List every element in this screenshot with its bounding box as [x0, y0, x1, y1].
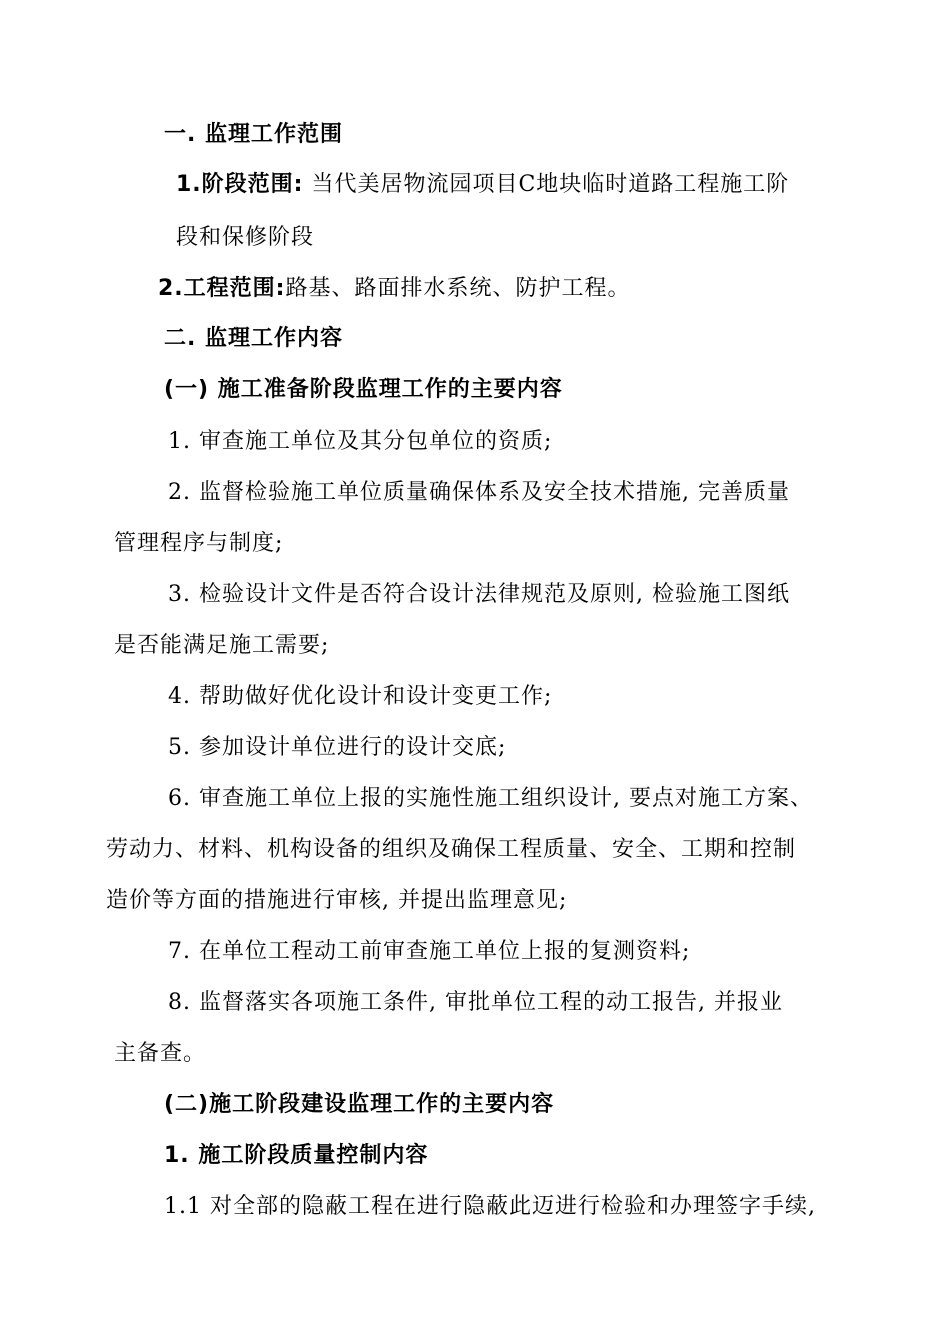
sub-item-1-1: 1.1 对全部的隐蔽工程在进行隐蔽此迈进行检验和办理签字手续, — [164, 1194, 816, 1219]
list-item-2-cont: 管理程序与制度; — [114, 531, 284, 556]
list-item-8: 8. 监督落实各项施工条件, 审批单位工程的动工报告, 并报业 — [168, 990, 783, 1015]
list-item-7: 7. 在单位工程动工前审查施工单位上报的复测资料; — [168, 939, 691, 964]
stage-scope-label: 1.阶段范围: — [176, 172, 304, 197]
paragraph-stage-scope — [176, 170, 789, 200]
project-scope-label: 2.工程范围: — [158, 276, 286, 301]
list-item-4: 4. 帮助做好优化设计和设计变更工作; — [168, 684, 553, 709]
paragraph-project-scope — [158, 274, 630, 304]
subsection-heading-2: (二)施工阶段建设监理工作的主要内容 — [164, 1092, 555, 1117]
list-item-6-cont-2: 造价等方面的措施进行审核, 并提出监理意见; — [106, 888, 568, 913]
list-item-3: 3. 检验设计文件是否符合设计法律规范及原则, 检验施工图纸 — [168, 582, 790, 607]
list-item-3-cont: 是否能满足施工需要; — [114, 633, 330, 658]
section-heading-1: 一. 监理工作范围 — [164, 122, 344, 147]
list-item-8-cont: 主备查。 — [114, 1041, 207, 1066]
project-scope-text: 路基、路面排水系统、防护工程。 — [285, 276, 631, 301]
subsection-heading-1: (一) 施工准备阶段监理工作的主要内容 — [164, 377, 563, 402]
list-item-6-cont-1: 劳动力、材料、机构设备的组织及确保工程质量、安全、工期和控制 — [106, 837, 797, 862]
stage-scope-text-cont: 段和保修阶段 — [176, 225, 315, 250]
stage-scope-text: 当代美居物流园项目C地块临时道路工程施工阶 — [303, 172, 790, 197]
list-item-2: 2. 监督检验施工单位质量确保体系及安全技术措施, 完善质量 — [168, 480, 790, 505]
list-item-1: 1. 审查施工单位及其分包单位的资质; — [168, 429, 553, 454]
list-item-5: 5. 参加设计单位进行的设计交底; — [168, 735, 507, 760]
sub-item-heading-1: 1. 施工阶段质量控制内容 — [164, 1143, 429, 1168]
list-item-6: 6. 审查施工单位上报的实施性施工组织设计, 要点对施工方案、 — [168, 786, 813, 811]
section-heading-2: 二. 监理工作内容 — [164, 326, 344, 351]
